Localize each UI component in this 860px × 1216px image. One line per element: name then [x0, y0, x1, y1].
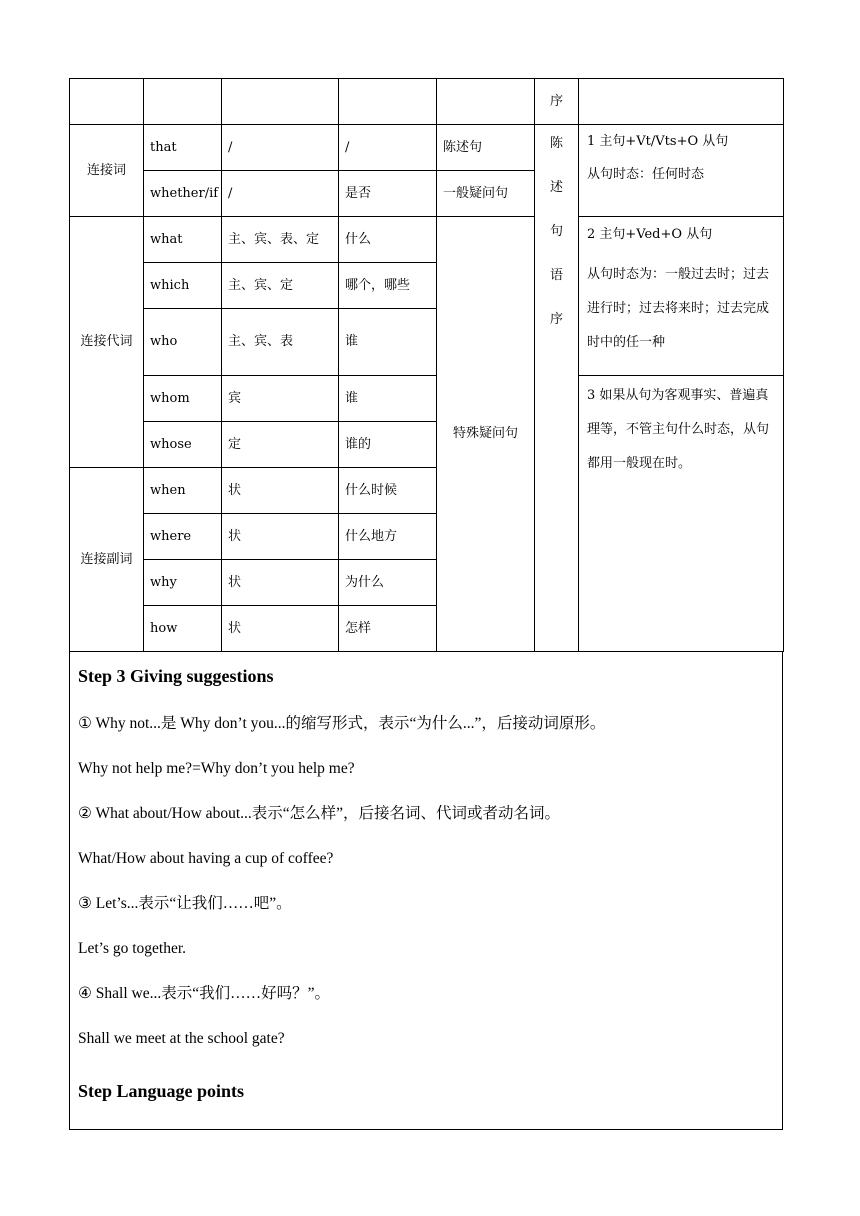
table-cell — [437, 79, 535, 125]
sentence-type: 陈述句 — [437, 125, 535, 171]
group-conj-word: 连接词 — [70, 125, 144, 217]
meaning: 谁 — [339, 309, 437, 376]
meaning: 什么时候 — [339, 468, 437, 514]
conj-word: that — [144, 125, 222, 171]
syntactic-function: 状 — [222, 514, 339, 560]
meaning: / — [339, 125, 437, 171]
suggestion-line: ② What about/How about...表示“怎么样”，后接名词、代词或者动名词。 — [78, 805, 561, 822]
word-order-char: 陈 — [549, 136, 563, 151]
syntactic-function: 状 — [222, 606, 339, 652]
table-cell — [222, 79, 339, 125]
conj-word: whose — [144, 422, 222, 468]
suggestion-line: What/How about having a cup of coffee? — [78, 850, 334, 867]
tense-rule-3: 3 如果从句为客观事实、普遍真理等，不管主句什么时态，从句都用一般现在时。 — [579, 376, 784, 652]
tense-rule-title: 2 主句+Ved+O 从句 — [587, 227, 713, 242]
meaning: 怎样 — [339, 606, 437, 652]
conj-word: why — [144, 560, 222, 606]
meaning: 是否 — [339, 171, 437, 217]
sentence-type-special: 特殊疑问句 — [437, 217, 535, 652]
conj-word: whom — [144, 376, 222, 422]
syntactic-function: 定 — [222, 422, 339, 468]
tense-rule-1 — [579, 125, 784, 217]
meaning: 什么地方 — [339, 514, 437, 560]
suggestion-line: Let’s go together. — [78, 940, 187, 957]
word-order-char: 句 — [549, 224, 563, 239]
word-order-char: 序 — [535, 79, 579, 125]
sentence-type: 一般疑问句 — [437, 171, 535, 217]
word-order-column — [535, 125, 579, 652]
conj-word: where — [144, 514, 222, 560]
section-heading: Step Language points — [78, 1081, 245, 1101]
syntactic-function: 宾 — [222, 376, 339, 422]
conj-word: whether/if — [144, 171, 222, 217]
word-order-char: 述 — [549, 180, 563, 195]
meaning: 为什么 — [339, 560, 437, 606]
suggestion-line: ③ Let’s...表示“让我们……吧”。 — [78, 895, 292, 912]
table-cell — [339, 79, 437, 125]
conj-word: what — [144, 217, 222, 263]
syntactic-function: / — [222, 125, 339, 171]
meaning: 谁的 — [339, 422, 437, 468]
meaning: 哪个，哪些 — [339, 263, 437, 309]
table-row — [70, 125, 784, 171]
word-order-char: 序 — [549, 312, 563, 327]
table-row — [70, 79, 784, 125]
conj-word: how — [144, 606, 222, 652]
table-row — [70, 217, 784, 263]
tense-rule-detail: 从句时态为：一般过去时；过去进行时；过去将来时；过去完成时中的任一种 — [587, 267, 770, 350]
section-heading: Step 3 Giving suggestions — [78, 666, 274, 686]
grammar-table — [69, 78, 784, 652]
syntactic-function: 状 — [222, 560, 339, 606]
suggestion-line: Why not help me?=Why don’t you help me? — [78, 760, 355, 777]
syntactic-function: 状 — [222, 468, 339, 514]
syntactic-function: / — [222, 171, 339, 217]
suggestion-line: ④ Shall we...表示“我们……好吗？”。 — [78, 985, 330, 1002]
tense-rule-2 — [579, 217, 784, 376]
meaning: 什么 — [339, 217, 437, 263]
document-page — [69, 78, 783, 1130]
word-order-char: 语 — [549, 268, 563, 283]
conj-word: who — [144, 309, 222, 376]
table-cell — [144, 79, 222, 125]
tense-rule-title: 1 主句+Vt/Vts+O 从句 — [587, 134, 729, 149]
table-cell — [70, 79, 144, 125]
suggestion-line: Shall we meet at the school gate? — [78, 1030, 285, 1047]
syntactic-function: 主、宾、表、定 — [222, 217, 339, 263]
group-conj-pronoun: 连接代词 — [70, 217, 144, 468]
suggestions-section — [69, 652, 783, 1130]
conj-word: when — [144, 468, 222, 514]
table-row — [70, 376, 784, 422]
tense-rule-detail: 从句时态：任何时态 — [587, 167, 705, 182]
conj-word: which — [144, 263, 222, 309]
group-conj-adverb: 连接副词 — [70, 468, 144, 652]
syntactic-function: 主、宾、定 — [222, 263, 339, 309]
syntactic-function: 主、宾、表 — [222, 309, 339, 376]
table-cell — [579, 79, 784, 125]
meaning: 谁 — [339, 376, 437, 422]
suggestion-line: ① Why not...是 Why don’t you...的缩写形式，表示“为什么...”，后接动词原形。 — [78, 715, 606, 732]
